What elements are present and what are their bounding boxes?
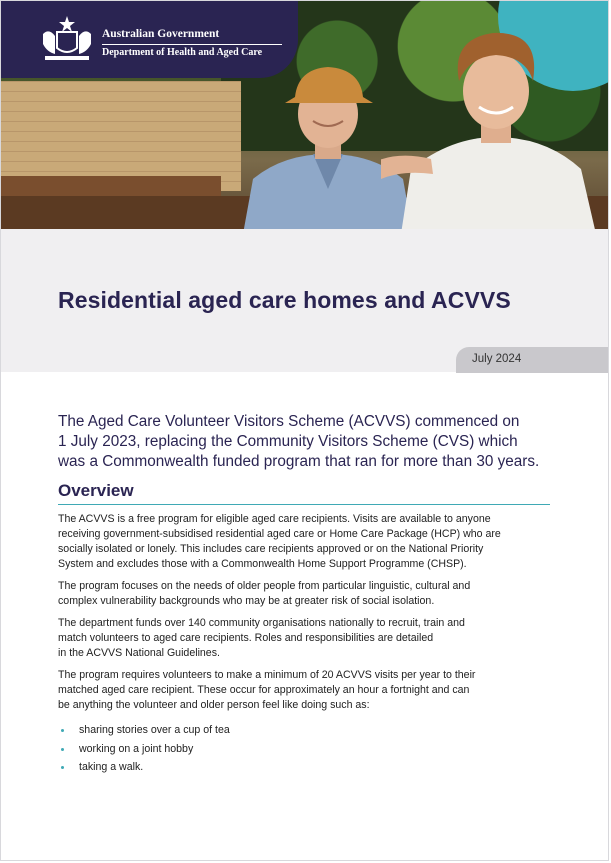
- department-name: Department of Health and Aged Care: [102, 47, 263, 58]
- intro-paragraph: [58, 412, 558, 472]
- text-line: complex vulnerability backgrounds who may be at greater risk of social isolation.: [58, 595, 435, 607]
- text-line: receiving government-subsidised residential aged care or Home Care Package (HCP) who are: [58, 528, 501, 540]
- page-title: Residential aged care homes and ACVVS: [58, 287, 511, 313]
- intro-line: The Aged Care Volunteer Visitors Scheme (ACVVS) commenced on: [58, 413, 520, 430]
- hero-brick-wall: [1, 81, 241, 191]
- text-line: System and excludes those with a Commonwealth Home Support Programme (CHSP).: [58, 558, 467, 570]
- overview-divider: [58, 504, 550, 505]
- publication-date: July 2024: [472, 353, 522, 365]
- bullet-icon: [61, 748, 64, 751]
- text-line: The program requires volunteers to make a minimum of 20 ACVVS visits per year to their: [58, 669, 476, 681]
- coat-of-arms-icon: [39, 14, 95, 64]
- text-line: socially isolated or lonely. This includes care recipients approved or on the National Priority: [58, 543, 484, 555]
- intro-line: was a Commonwealth funded program that ran for more than 30 years.: [58, 453, 540, 470]
- government-name: Australian Government: [102, 28, 220, 40]
- text-line: matched aged care recipient. These occur for approximately an hour a fortnight and can: [58, 684, 470, 696]
- bullet-icon: [61, 766, 64, 769]
- banner-divider: [102, 44, 282, 45]
- overview-heading: Overview: [58, 481, 134, 500]
- overview-paragraph-1: [58, 512, 558, 572]
- overview-paragraph-4: [58, 668, 558, 713]
- activity-list: [58, 721, 230, 777]
- text-line: match volunteers to aged care recipients. Roles and responsibilities are detailed: [58, 632, 434, 644]
- overview-paragraph-3: [58, 616, 558, 661]
- list-item: [58, 721, 230, 740]
- text-line: be anything the volunteer and older person feel like doing such as:: [58, 699, 370, 711]
- list-item-text: taking a walk.: [79, 761, 144, 773]
- list-item: [58, 740, 230, 759]
- text-line: The department funds over 140 community organisations nationally to recruit, train and: [58, 617, 465, 629]
- overview-paragraph-2: [58, 579, 558, 609]
- young-man-figure: [381, 19, 608, 229]
- text-line: The program focuses on the needs of older people from particular linguistic, cultural and: [58, 580, 471, 592]
- list-item: [58, 758, 230, 777]
- intro-line: 1 July 2023, replacing the Community Visitors Scheme (CVS) which: [58, 433, 518, 450]
- hero-table: [1, 176, 221, 196]
- list-item-text: sharing stories over a cup of tea: [79, 724, 230, 736]
- text-line: The ACVVS is a free program for eligible aged care recipients. Visits are available to anyone: [58, 513, 491, 525]
- government-banner: [1, 1, 298, 78]
- bullet-icon: [61, 729, 64, 732]
- list-item-text: working on a joint hobby: [79, 742, 194, 755]
- text-line: in the ACVVS National Guidelines.: [58, 647, 220, 659]
